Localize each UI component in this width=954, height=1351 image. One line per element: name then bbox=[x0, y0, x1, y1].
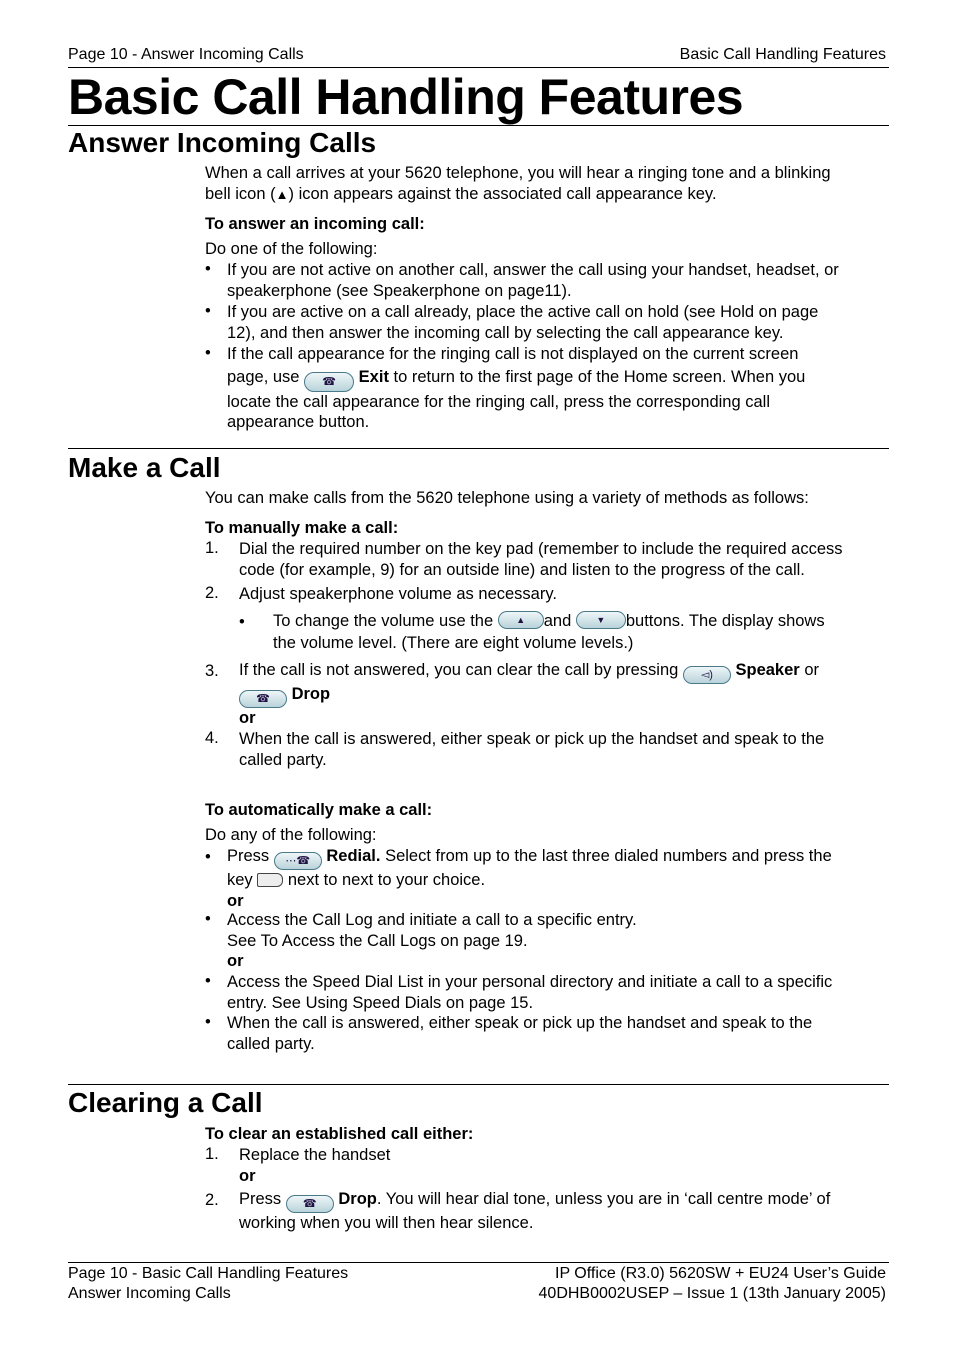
make-a1-key: key bbox=[227, 871, 253, 889]
footer-left bbox=[68, 1264, 348, 1304]
exit-phone-icon: ☎ bbox=[304, 372, 354, 392]
make-s1-line2: code (for example, 9) for an outside line) and listen to the progress of the call. bbox=[239, 560, 805, 579]
make-a1-line1 bbox=[227, 846, 887, 870]
volume-up-icon: ▲ bbox=[498, 611, 544, 629]
make-step-3 bbox=[239, 660, 889, 729]
bullet: • bbox=[205, 260, 211, 278]
bullet: • bbox=[205, 910, 211, 928]
make-manual-subheading: To manually make a call: bbox=[205, 519, 399, 537]
make-step-4 bbox=[239, 729, 889, 770]
answer-subheading: To answer an incoming call: bbox=[205, 215, 425, 233]
make-a1-or: or bbox=[227, 891, 244, 910]
speaker-icon: ◅) bbox=[683, 666, 731, 684]
step-number: 4. bbox=[205, 729, 219, 747]
make-s4-line1: When the call is answered, either speak or pick up the handset and speak to the bbox=[239, 730, 825, 748]
clear-c2-press: Press bbox=[239, 1190, 282, 1208]
make-s2b-line2: the volume level. (There are eight volume levels.) bbox=[273, 634, 634, 652]
make-s3-or2: or bbox=[239, 709, 256, 727]
make-s3-line1 bbox=[239, 660, 889, 684]
make-auto-bullet-1 bbox=[227, 846, 887, 911]
footer-right-line1: IP Office (R3.0) 5620SW + EU24 User’s Guide bbox=[555, 1265, 886, 1282]
make-a3-line2: entry. See Using Speed Dials on page 15. bbox=[227, 993, 534, 1012]
make-step-2: Adjust speakerphone volume as necessary. bbox=[239, 585, 557, 603]
step-number: 1. bbox=[205, 539, 219, 557]
bullet: • bbox=[205, 848, 211, 866]
header-right: Basic Call Handling Features bbox=[679, 46, 886, 63]
make-s2b-1a: To change the volume use the bbox=[273, 612, 494, 630]
exit-label: Exit bbox=[358, 367, 389, 386]
answer-b3-line4: appearance button. bbox=[227, 413, 370, 431]
section-heading-make: Make a Call bbox=[68, 452, 221, 483]
section-heading-clear: Clearing a Call bbox=[68, 1087, 263, 1118]
volume-down-icon: ▼ bbox=[576, 611, 626, 629]
clear-c2-line1 bbox=[239, 1189, 889, 1213]
make-a1-next: next to next to your choice. bbox=[287, 871, 486, 889]
make-s1-line1: Dial the required number on the key pad (remember to include the required access bbox=[239, 540, 843, 558]
make-auto-lead: Do any of the following: bbox=[205, 826, 377, 844]
make-auto-bullet-4 bbox=[227, 1013, 887, 1054]
drop-label: Drop bbox=[291, 685, 331, 703]
bullet: • bbox=[239, 613, 245, 631]
line-key-icon bbox=[257, 873, 283, 887]
make-a4-line2: called party. bbox=[227, 1034, 315, 1053]
clear-c2-rest: . You will hear dial tone, unless you are in ‘call centre mode’ of bbox=[376, 1190, 831, 1208]
clear-c1: Replace the handset bbox=[239, 1146, 391, 1164]
step-number: 1. bbox=[205, 1145, 219, 1163]
make-a2-line1: Access the Call Log and initiate a call to a specific entry. bbox=[227, 911, 637, 929]
make-s2b-1b: and bbox=[543, 612, 572, 630]
answer-intro-line1: When a call arrives at your 5620 telephone, you will hear a ringing tone and a blinking bbox=[205, 164, 831, 182]
answer-b2-line2: 12), and then answer the incoming call by selecting the call appearance key. bbox=[227, 323, 784, 342]
make-auto-bullet-3 bbox=[227, 972, 887, 1013]
section-rule bbox=[68, 448, 889, 449]
step-number: 2. bbox=[205, 1191, 219, 1209]
section-rule bbox=[68, 1084, 889, 1085]
drop-icon: ☎ bbox=[286, 1195, 334, 1213]
make-a2-line2: See To Access the Call Logs on page 19. bbox=[227, 931, 528, 950]
make-step-1 bbox=[239, 539, 889, 580]
section-heading-answer: Answer Incoming Calls bbox=[68, 127, 377, 158]
answer-intro-2a: bell icon ( bbox=[205, 185, 276, 203]
bullet: • bbox=[205, 302, 211, 320]
clear-subheading: To clear an established call either: bbox=[205, 1125, 474, 1143]
header-left: Page 10 - Answer Incoming Calls bbox=[68, 46, 304, 63]
answer-b3-2a: page, use bbox=[227, 367, 300, 386]
answer-intro-line2 bbox=[205, 184, 885, 206]
answer-bullet-2 bbox=[227, 302, 887, 343]
make-a1-rest: Select from up to the last three dialed numbers and press the bbox=[385, 847, 832, 865]
bullet: • bbox=[205, 344, 211, 362]
bullet: • bbox=[205, 972, 211, 990]
redial-label: Redial. bbox=[326, 847, 381, 865]
footer-right bbox=[539, 1264, 886, 1304]
make-s3-line2 bbox=[239, 684, 889, 708]
answer-intro-2b: ) icon appears against the associated call appearance key. bbox=[288, 185, 717, 203]
clear-c1-or: or bbox=[239, 1166, 256, 1185]
redial-icon: ⋯☎ bbox=[274, 852, 322, 870]
make-intro: You can make calls from the 5620 telephone using a variety of methods as follows: bbox=[205, 489, 809, 507]
answer-bullet-3 bbox=[227, 344, 887, 433]
make-s2b-1c: buttons. The display shows bbox=[625, 612, 825, 630]
make-auto-subheading: To automatically make a call: bbox=[205, 801, 433, 819]
make-a2-or: or bbox=[227, 952, 244, 970]
clear-c2-line2: working when you will then hear silence. bbox=[239, 1214, 534, 1232]
footer-rule bbox=[68, 1262, 889, 1263]
answer-b3-2c: to return to the first page of the Home screen. When you bbox=[393, 367, 806, 386]
make-auto-bullet-2 bbox=[227, 910, 887, 972]
speaker-label: Speaker bbox=[735, 661, 800, 679]
footer-left-line2: Answer Incoming Calls bbox=[68, 1285, 231, 1302]
footer-left-line1: Page 10 - Basic Call Handling Features bbox=[68, 1265, 349, 1282]
make-a4-line1: When the call is answered, either speak or pick up the handset and speak to the bbox=[227, 1014, 813, 1032]
drop-label: Drop bbox=[338, 1190, 377, 1208]
answer-b3-line3: locate the call appearance for the ringing call, press the corresponding call bbox=[227, 392, 770, 411]
make-s3-a: If the call is not answered, you can clear the call by pressing bbox=[239, 661, 679, 679]
make-s2-bullet bbox=[273, 610, 888, 654]
make-s3-or: or bbox=[804, 661, 819, 679]
answer-lead: Do one of the following: bbox=[205, 240, 378, 258]
make-a1-press: Press bbox=[227, 847, 270, 865]
answer-bullet-1 bbox=[227, 260, 887, 301]
title-rule bbox=[68, 125, 889, 126]
answer-b2-line1: If you are active on a call already, place the active call on hold (see Hold on page bbox=[227, 303, 819, 321]
make-s2b-line1 bbox=[273, 610, 888, 632]
answer-b1-line2: speakerphone (see Speakerphone on page11). bbox=[227, 281, 572, 300]
clear-step-1 bbox=[239, 1145, 889, 1186]
drop-icon: ☎ bbox=[239, 690, 287, 708]
step-number: 3. bbox=[205, 662, 219, 680]
clear-step-2 bbox=[239, 1189, 889, 1234]
page-title: Basic Call Handling Features bbox=[68, 69, 744, 125]
make-a1-line2 bbox=[227, 870, 887, 891]
answer-b1-line1: If you are not active on another call, answer the call using your handset, headset, or bbox=[227, 261, 839, 279]
bell-icon: ▲ bbox=[275, 187, 289, 202]
bullet: • bbox=[205, 1013, 211, 1031]
make-s4-line2: called party. bbox=[239, 750, 327, 769]
answer-b3-line2 bbox=[227, 367, 887, 392]
answer-b3-line1: If the call appearance for the ringing call is not displayed on the current screen bbox=[227, 345, 799, 363]
footer-right-line2: 40DHB0002USEP – Issue 1 (13th January 2005) bbox=[538, 1285, 886, 1302]
step-number: 2. bbox=[205, 584, 219, 602]
make-a3-line1: Access the Speed Dial List in your personal directory and initiate a call to a specific bbox=[227, 973, 833, 991]
